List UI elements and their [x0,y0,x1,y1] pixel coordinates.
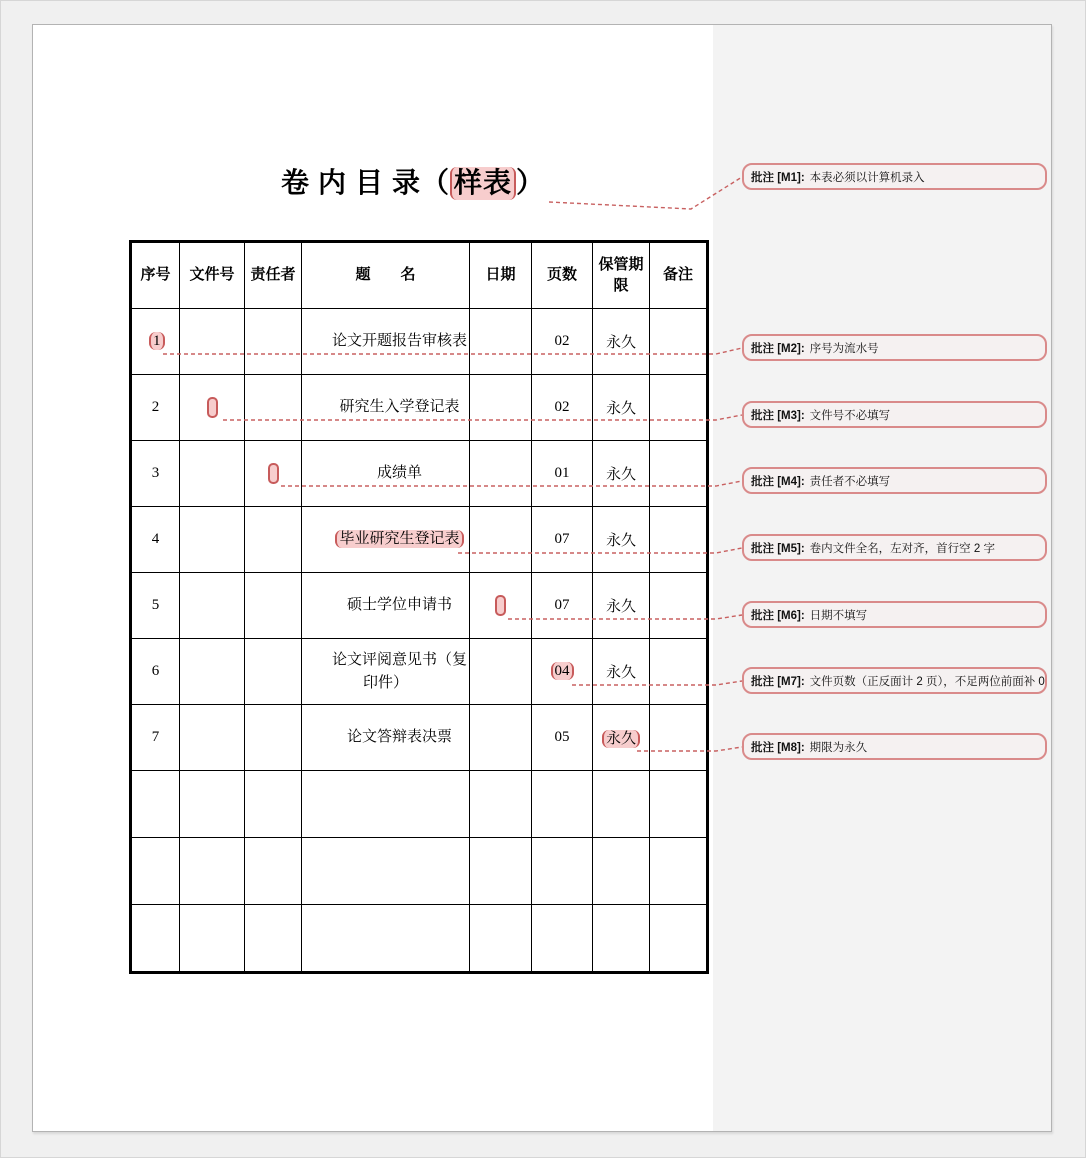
cell-title[interactable] [302,507,470,573]
cell-title[interactable] [302,771,470,838]
cell-title[interactable]: 硕士学位申请书 [302,573,470,639]
comment-label: 批注 [M2]: [751,342,805,355]
header-pages: 页数 [532,242,593,309]
cell-seq[interactable]: 3 [131,441,180,507]
comment-label: 批注 [M7]: [751,675,805,688]
comment-anchor-m7[interactable]: 04 [551,662,574,680]
page-title-prefix: 卷 内 目 录（ [280,168,450,199]
cell-note[interactable] [650,375,708,441]
cell-date[interactable] [470,441,532,507]
comment-text: 期限为永久 [809,741,868,754]
comment-text: 文件页数（正反面计 2 页），不足两位前面补 0 [809,675,1045,688]
cell-responsible[interactable] [245,441,302,507]
cell-title[interactable] [302,838,470,905]
table-row-empty [131,905,708,973]
cell-responsible[interactable] [245,573,302,639]
cell-responsible[interactable] [245,838,302,905]
cell-date[interactable] [470,573,532,639]
comment-anchor-m6[interactable] [495,595,506,616]
cell-date[interactable] [470,771,532,838]
cell-retention[interactable]: 永久 [593,573,650,639]
header-date: 日期 [470,242,532,309]
cell-responsible[interactable] [245,375,302,441]
table-row-empty [131,771,708,838]
page-title-suffix: ） [516,168,546,199]
comment-anchor-m3[interactable] [207,397,218,418]
cell-note[interactable] [650,573,708,639]
cell-note[interactable] [650,705,708,771]
cell-title[interactable]: 成绩单 [302,441,470,507]
cell-seq[interactable] [131,771,180,838]
cell-retention[interactable]: 永久 [593,507,650,573]
comment-balloon-m7[interactable] [742,667,1047,694]
comment-balloon-m6[interactable] [742,601,1047,628]
page-title [241,161,585,201]
table-row [131,507,708,573]
comment-text: 本表必须以计算机录入 [809,171,925,184]
comment-anchor-m5[interactable]: 毕业研究生登记表 [335,530,463,548]
cell-responsible[interactable] [245,309,302,375]
cell-seq[interactable] [131,309,180,375]
table-row [131,573,708,639]
cell-note[interactable] [650,905,708,973]
header-note: 备注 [650,242,708,309]
table-row [131,639,708,705]
cell-date[interactable] [470,838,532,905]
header-responsible: 责任者 [245,242,302,309]
comment-text: 文件号不必填写 [809,409,891,422]
comment-balloon-m2[interactable] [742,334,1047,361]
cell-pages[interactable] [532,905,593,973]
cell-pages[interactable] [532,838,593,905]
cell-date[interactable] [470,705,532,771]
cell-note[interactable] [650,771,708,838]
cell-pages[interactable]: 07 [532,507,593,573]
cell-title[interactable]: 论文评阅意见书（复印件） [302,639,470,705]
cell-retention[interactable]: 永久 [593,375,650,441]
table-row-empty [131,838,708,905]
cell-title[interactable]: 论文答辩表决票 [302,705,470,771]
cell-seq[interactable] [131,905,180,973]
cell-note[interactable] [650,507,708,573]
cell-retention[interactable]: 永久 [593,639,650,705]
cell-seq[interactable]: 4 [131,507,180,573]
cell-file-no[interactable] [180,441,245,507]
cell-file-no[interactable] [180,309,245,375]
header-file-no: 文件号 [180,242,245,309]
cell-pages[interactable] [532,639,593,705]
comment-text: 卷内文件全名，左对齐，首行空 2 字 [809,542,995,555]
cell-retention[interactable] [593,705,650,771]
cell-title[interactable]: 论文开题报告审核表 [302,309,470,375]
cell-retention[interactable]: 永久 [593,441,650,507]
table-row [131,309,708,375]
table-row [131,441,708,507]
cell-title[interactable] [302,905,470,973]
cell-note[interactable] [650,639,708,705]
cell-responsible[interactable] [245,507,302,573]
cell-file-no[interactable] [180,573,245,639]
comment-text: 责任者不必填写 [809,475,891,488]
comment-anchor-m4[interactable] [268,463,279,484]
cell-note[interactable] [650,838,708,905]
cell-pages[interactable]: 07 [532,573,593,639]
cell-date[interactable] [470,309,532,375]
cell-title[interactable]: 研究生入学登记表 [302,375,470,441]
table-row [131,705,708,771]
table-row [131,375,708,441]
comment-label: 批注 [M8]: [751,741,805,754]
cell-date[interactable] [470,507,532,573]
cell-file-no[interactable] [180,639,245,705]
cell-pages[interactable]: 02 [532,375,593,441]
header-retention: 保管期限 [593,242,650,309]
cell-responsible[interactable] [245,639,302,705]
cell-file-no[interactable] [180,838,245,905]
comment-label: 批注 [M1]: [751,171,805,184]
cell-pages[interactable]: 02 [532,309,593,375]
comment-text: 日期不填写 [809,609,868,622]
cell-seq[interactable]: 6 [131,639,180,705]
cell-pages[interactable] [532,771,593,838]
header-row [131,242,708,309]
cell-retention[interactable] [593,771,650,838]
cell-pages[interactable]: 01 [532,441,593,507]
comment-markup-panel [713,25,1051,1131]
header-title: 题 名 [302,242,470,309]
cell-date[interactable] [470,905,532,973]
cell-note[interactable] [650,309,708,375]
comment-balloon-m1[interactable] [742,163,1047,190]
cell-file-no[interactable] [180,507,245,573]
comment-balloon-m5[interactable] [742,534,1047,561]
cell-responsible[interactable] [245,705,302,771]
cell-file-no[interactable] [180,705,245,771]
cell-responsible[interactable] [245,905,302,973]
cell-seq[interactable]: 2 [131,375,180,441]
cell-retention[interactable] [593,838,650,905]
cell-file-no[interactable] [180,375,245,441]
cell-date[interactable] [470,375,532,441]
comment-anchor-m2[interactable]: 1 [149,332,165,350]
cell-retention[interactable]: 永久 [593,309,650,375]
cell-responsible[interactable] [245,771,302,838]
cell-seq[interactable]: 7 [131,705,180,771]
cell-pages[interactable]: 05 [532,705,593,771]
header-seq: 序号 [131,242,180,309]
comment-text: 序号为流水号 [809,342,879,355]
comment-label: 批注 [M6]: [751,609,805,622]
cell-seq[interactable] [131,838,180,905]
comment-balloon-m8[interactable] [742,733,1047,760]
cell-file-no[interactable] [180,771,245,838]
comment-label: 批注 [M5]: [751,542,805,555]
contents-table [129,240,709,974]
comment-balloon-m3[interactable] [742,401,1047,428]
comment-anchor-m8[interactable]: 永久 [602,730,640,748]
comment-label: 批注 [M4]: [751,475,805,488]
cell-seq[interactable]: 5 [131,573,180,639]
cell-date[interactable] [470,639,532,705]
cell-note[interactable] [650,441,708,507]
comment-label: 批注 [M3]: [751,409,805,422]
cell-file-no[interactable] [180,905,245,973]
cell-retention[interactable] [593,905,650,973]
comment-balloon-m4[interactable] [742,467,1047,494]
comment-anchor-m1[interactable]: 样表 [450,167,516,200]
